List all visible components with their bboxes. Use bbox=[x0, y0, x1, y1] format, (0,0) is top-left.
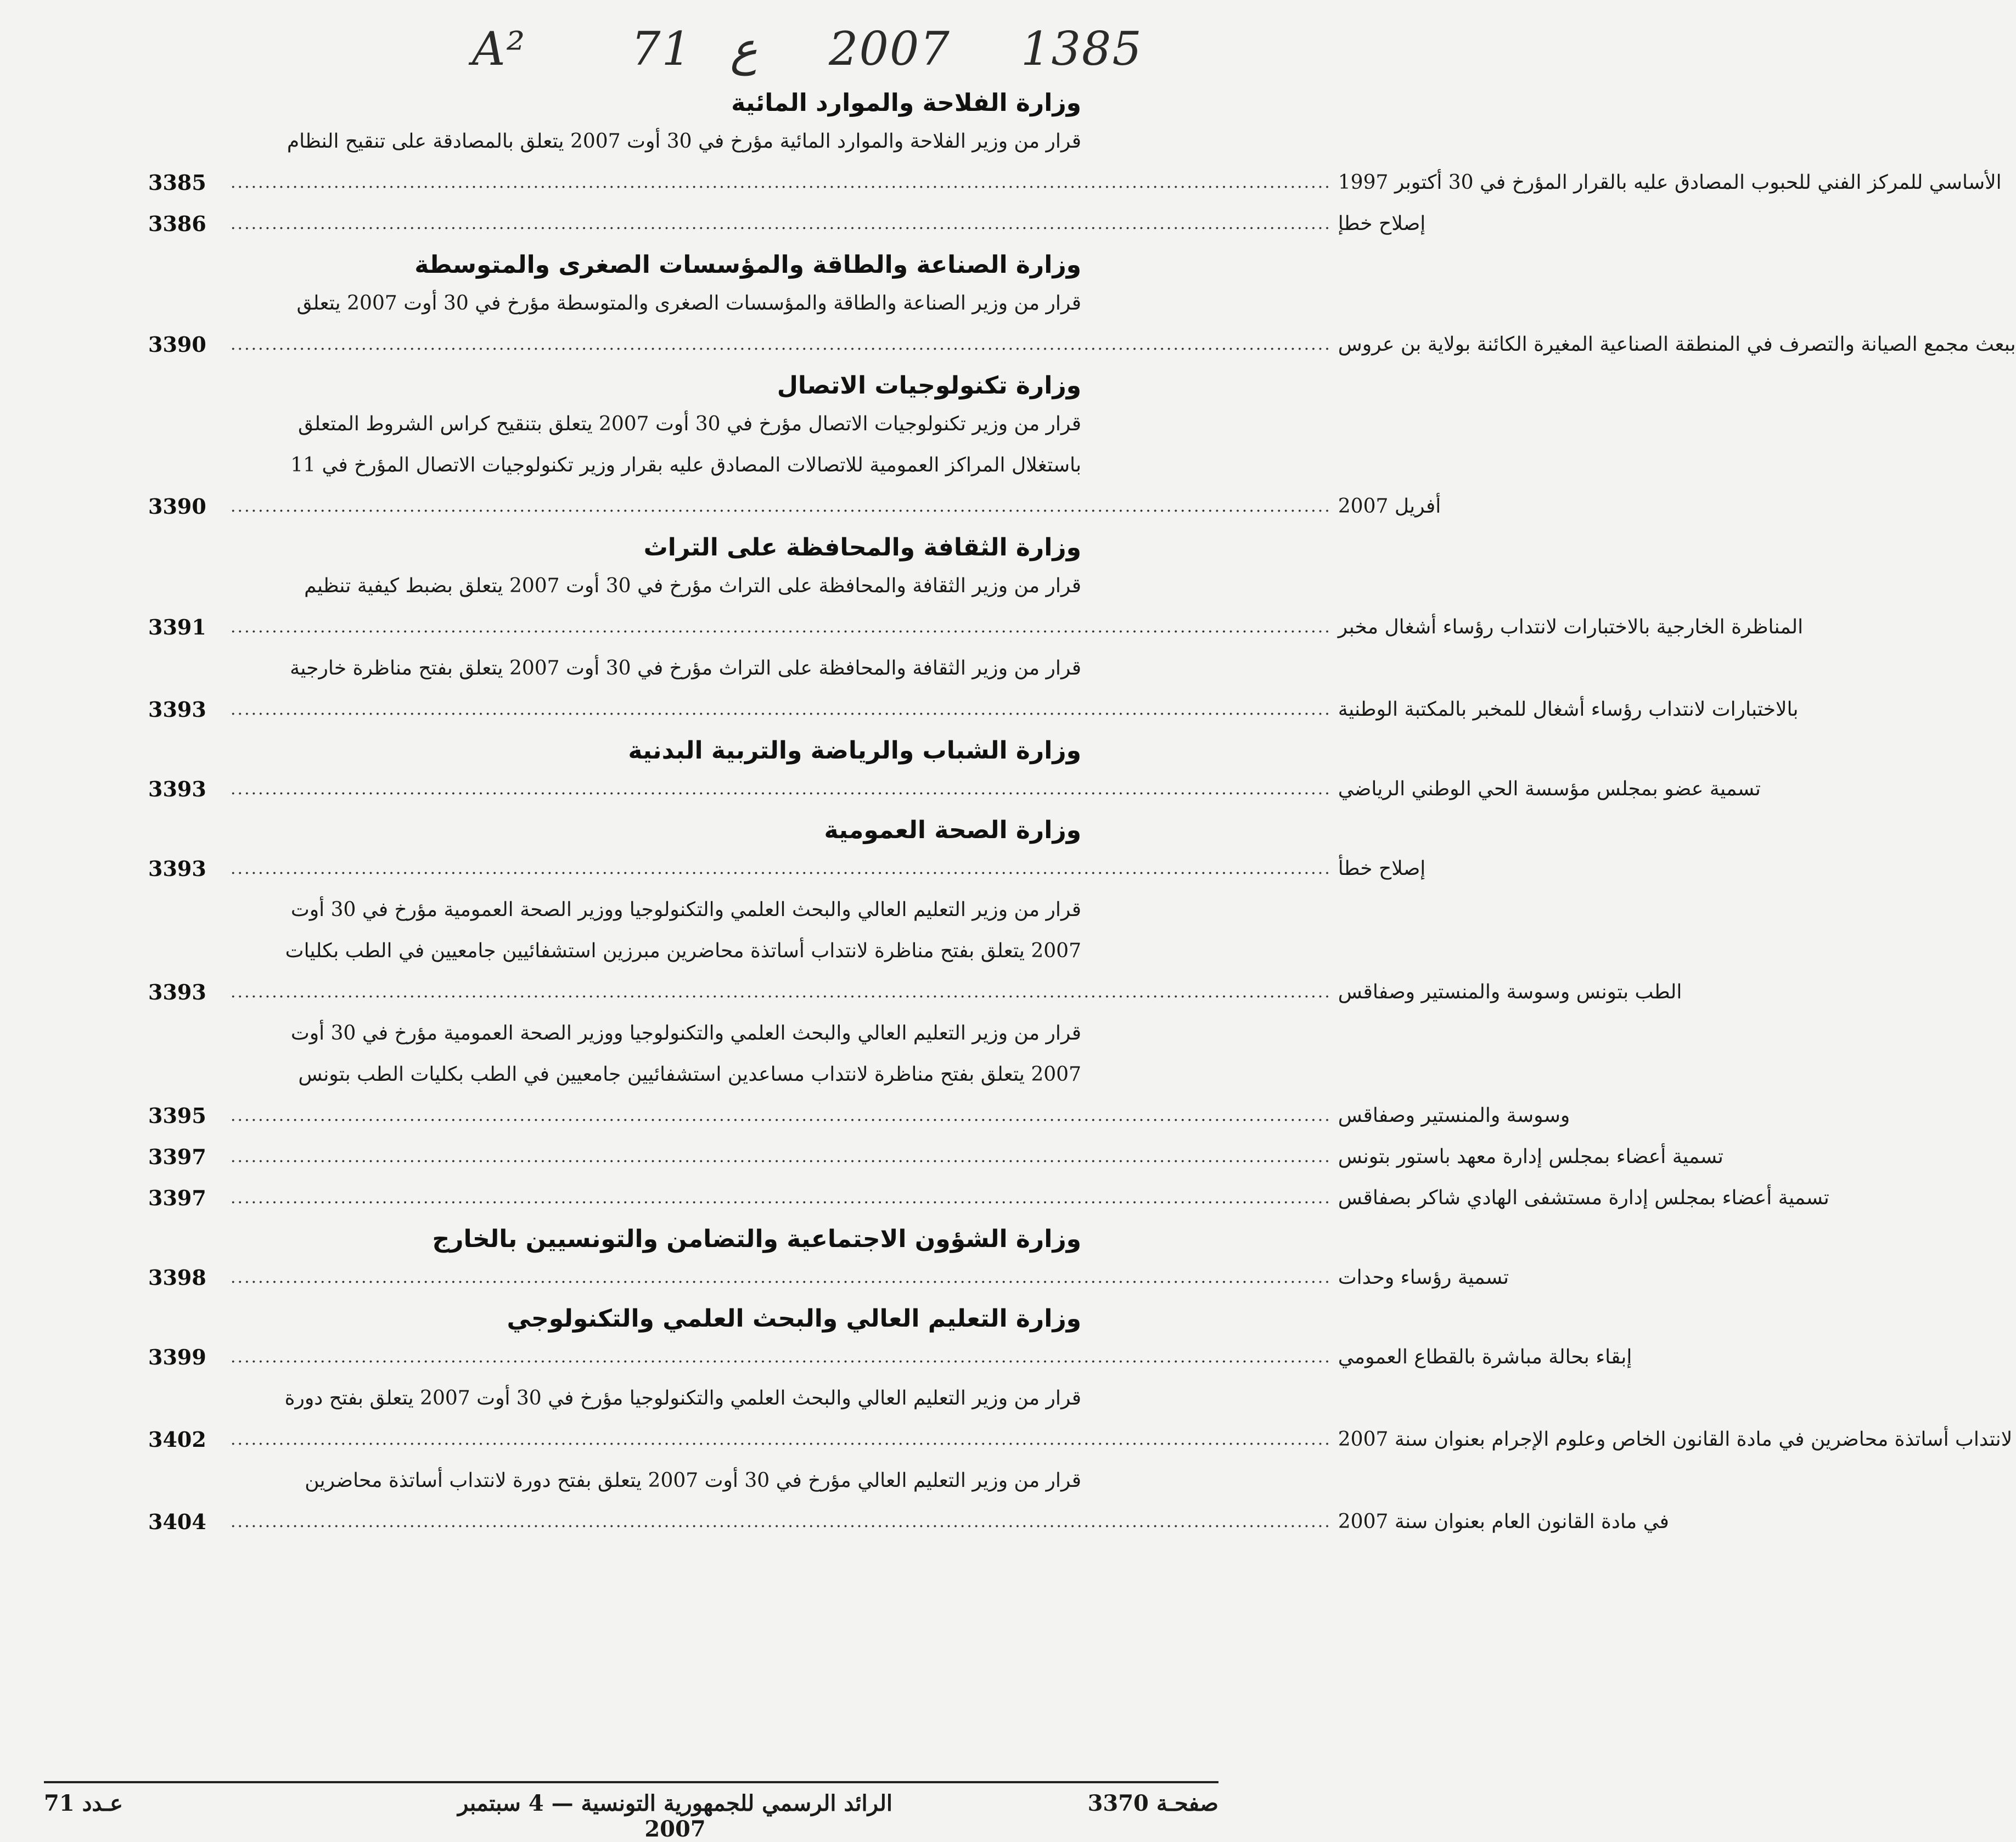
section-title: وزارة الفلاحة والموارد المائية bbox=[731, 89, 1081, 117]
section-title: وزارة الثقافة والمحافظة على التراث bbox=[643, 533, 1081, 561]
entry-text bbox=[148, 1136, 1723, 1177]
entry-text: قرار من وزير التعليم العالي والبحث العلمي والتكنولوجيا مؤرخ في 30 أوت 2007 يتعلق بفتح دورة bbox=[284, 1387, 1081, 1409]
entry-text: قرار من وزير الثقافة والمحافظة على التراث مؤرخ في 30 أوت 2007 يتعلق بضبط كيفية تنظيم bbox=[304, 575, 1081, 597]
entry-page-number: 3398 bbox=[148, 1265, 206, 1290]
entry-line bbox=[148, 1460, 1081, 1501]
entry-line bbox=[148, 203, 1426, 244]
entry-text-segment: في مادة القانون العام بعنوان سنة 2007 bbox=[1338, 1510, 1669, 1533]
toc-entry[interactable] bbox=[148, 1336, 1632, 1378]
entry-page-number: 3399 bbox=[148, 1345, 206, 1369]
toc-entry[interactable] bbox=[148, 565, 1804, 648]
handwritten-number: 1385 bbox=[1021, 22, 1143, 76]
entry-text-segment: المناظرة الخارجية بالاختبارات لانتداب رؤساء أشغال مخبر bbox=[1338, 616, 1804, 638]
entry-line bbox=[148, 930, 1081, 971]
toc-entry[interactable] bbox=[148, 283, 2016, 365]
section-title: وزارة الصحة العمومية bbox=[824, 816, 1081, 844]
entry-line bbox=[148, 324, 2016, 365]
entry-text: قرار من وزير التعليم العالي مؤرخ في 30 أوت 2007 يتعلق بفتح دورة لانتداب أساتذة محاضرين bbox=[305, 1469, 1081, 1492]
entry-text: قرار من وزير الثقافة والمحافظة على التراث مؤرخ في 30 أوت 2007 يتعلق بفتح مناظرة خارجية bbox=[290, 657, 1081, 679]
handwritten-code: A² bbox=[472, 22, 526, 76]
entry-page-number: 3393 bbox=[148, 856, 206, 881]
entry-page-number: 3391 bbox=[148, 615, 206, 639]
section-title: وزارة الشؤون الاجتماعية والتضامن والتونسيين بالخارج bbox=[432, 1225, 1081, 1253]
entry-line bbox=[148, 606, 1804, 648]
entry-text-segment: إصلاح خطأ bbox=[1338, 857, 1426, 880]
entry-text-segment: إصلاح خطإ bbox=[1338, 212, 1426, 235]
toc-section bbox=[148, 368, 1441, 527]
leader-dots: ................................................................................................................................................................ bbox=[231, 1268, 1332, 1287]
entry-line bbox=[148, 283, 1081, 324]
entry-page-number: 3385 bbox=[148, 170, 206, 195]
entry-text-segment: ببعث مجمع الصيانة والتصرف في المنطقة الصناعية المغيرة الكائنة بولاية بن عروس bbox=[1338, 333, 2016, 356]
entry-page-number: 3402 bbox=[148, 1427, 206, 1452]
page-footer bbox=[44, 1790, 1218, 1842]
section-title: وزارة تكنولوجيات الاتصال bbox=[777, 372, 1081, 400]
entry-line bbox=[148, 565, 1081, 606]
toc-entry[interactable] bbox=[148, 1136, 1723, 1177]
entry-line bbox=[148, 1013, 1081, 1054]
section-title: وزارة الصناعة والطاقة والمؤسسات الصغرى والمتوسطة bbox=[414, 251, 1081, 279]
entry-text-segment: لانتداب أساتذة محاضرين في مادة القانون الخاص وعلوم الإجرام بعنوان سنة 2007 bbox=[1338, 1428, 2013, 1451]
leader-dots: ................................................................................................................................................................ bbox=[231, 1512, 1332, 1531]
leader-dots: ................................................................................................................................................................ bbox=[231, 982, 1332, 1002]
table-of-contents bbox=[148, 82, 2016, 1542]
entry-page-number: 3386 bbox=[148, 211, 206, 236]
leader-dots: ................................................................................................................................................................ bbox=[231, 173, 1332, 192]
toc-entry[interactable] bbox=[148, 648, 1799, 730]
entry-line bbox=[148, 971, 1682, 1013]
section-title: وزارة التعليم العالي والبحث العلمي والتكنولوجي bbox=[507, 1305, 1081, 1333]
entry-line bbox=[148, 1095, 1570, 1136]
entry-line bbox=[148, 689, 1799, 730]
entry-text bbox=[148, 486, 1441, 527]
entry-page-number: 3397 bbox=[148, 1186, 206, 1210]
toc-entry[interactable] bbox=[148, 1460, 1669, 1542]
toc-entry[interactable] bbox=[148, 848, 1426, 889]
entry-text bbox=[148, 162, 2002, 203]
entry-text-segment: بالاختبارات لانتداب رؤساء أشغال للمخبر بالمكتبة الوطنية bbox=[1338, 698, 1799, 721]
leader-dots: ................................................................................................................................................................ bbox=[231, 1347, 1332, 1367]
toc-entry[interactable] bbox=[148, 403, 1441, 527]
toc-section bbox=[148, 248, 2016, 365]
entry-text bbox=[148, 1336, 1632, 1378]
entry-text bbox=[148, 848, 1425, 889]
entry-line bbox=[148, 1054, 1081, 1095]
toc-section bbox=[148, 86, 2002, 244]
leader-dots: ................................................................................................................................................................ bbox=[231, 214, 1332, 233]
toc-section bbox=[148, 1222, 1509, 1298]
toc-entry[interactable] bbox=[148, 1013, 1570, 1136]
leader-dots: ................................................................................................................................................................ bbox=[231, 1106, 1332, 1125]
entry-line bbox=[148, 648, 1081, 689]
leader-dots: ................................................................................................................................................................ bbox=[231, 779, 1332, 799]
entry-text-segment: الأساسي للمركز الفني للحبوب المصادق عليه بالقرار المؤرخ في 30 أكتوبر 1997 bbox=[1338, 171, 2002, 194]
handwritten-year: 2007 bbox=[829, 22, 951, 76]
footer-gazette-title: الرائد الرسمي للجمهورية التونسية — 4 سبتمبر 2007 bbox=[457, 1790, 893, 1842]
entry-line bbox=[148, 162, 2002, 203]
leader-dots: ................................................................................................................................................................ bbox=[231, 1430, 1332, 1449]
leader-dots: ................................................................................................................................................................ bbox=[231, 859, 1332, 878]
entry-line bbox=[148, 1419, 2013, 1460]
leader-dots: ................................................................................................................................................................ bbox=[231, 1147, 1332, 1166]
footer-divider bbox=[44, 1781, 1218, 1783]
entry-line bbox=[148, 1177, 1829, 1218]
leader-dots: ................................................................................................................................................................ bbox=[231, 1188, 1332, 1208]
entry-text bbox=[148, 1257, 1509, 1298]
entry-page-number: 3393 bbox=[148, 697, 206, 722]
entry-line bbox=[148, 121, 1081, 162]
entry-text-segment: وسوسة والمنستير وصفاقس bbox=[1338, 1104, 1570, 1127]
entry-text: باستغلال المراكز العمومية للاتصالات المصادق عليه بقرار وزير تكنولوجيات الاتصال المؤرخ في 11 bbox=[290, 454, 1081, 476]
entry-text bbox=[148, 606, 1803, 648]
entry-text: قرار من وزير التعليم العالي والبحث العلمي والتكنولوجيا ووزير الصحة العمومية مؤرخ في 30 أوت bbox=[290, 1022, 1081, 1044]
toc-entry[interactable] bbox=[148, 1378, 2013, 1460]
entry-line bbox=[148, 1336, 1632, 1378]
toc-section bbox=[148, 1301, 2013, 1542]
entry-text bbox=[148, 689, 1798, 730]
entry-text-segment: تسمية أعضاء بمجلس إدارة مستشفى الهادي شاكر بصفاقس bbox=[1338, 1187, 1829, 1209]
entry-line bbox=[148, 1136, 1723, 1177]
toc-entry[interactable] bbox=[148, 121, 2002, 203]
toc-entry[interactable] bbox=[148, 203, 1426, 244]
entry-text-segment: تسمية عضو بمجلس مؤسسة الحي الوطني الرياضي bbox=[1338, 778, 1761, 800]
entry-text-segment: إبقاء بحالة مباشرة بالقطاع العمومي bbox=[1338, 1346, 1632, 1368]
leader-dots: ................................................................................................................................................................ bbox=[231, 335, 1332, 354]
toc-section bbox=[148, 813, 1829, 1218]
entry-text: 2007 يتعلق بفتح مناظرة لانتداب مساعدين استشفائيين جامعيين في الطب بكليات الطب بتونس bbox=[298, 1063, 1081, 1086]
handwritten-letter: ع bbox=[730, 22, 758, 76]
toc-section bbox=[148, 530, 1804, 730]
toc-entry[interactable] bbox=[148, 1177, 1829, 1218]
entry-line bbox=[148, 486, 1441, 527]
entry-text: قرار من وزير الفلاحة والموارد المائية مؤرخ في 30 أوت 2007 يتعلق بالمصادقة على تنقيح النظام bbox=[287, 130, 1081, 153]
leader-dots: ................................................................................................................................................................ bbox=[231, 617, 1332, 637]
entry-line bbox=[148, 1378, 1081, 1419]
leader-dots: ................................................................................................................................................................ bbox=[231, 700, 1332, 719]
entry-text bbox=[148, 1095, 1570, 1136]
entry-text bbox=[148, 1501, 1669, 1542]
toc-entry[interactable] bbox=[148, 768, 1761, 810]
entry-line bbox=[148, 403, 1081, 445]
footer-page-number: صفحـة 3370 bbox=[1087, 1790, 1218, 1816]
toc-entry[interactable] bbox=[148, 1257, 1509, 1298]
entry-text bbox=[148, 203, 1425, 244]
entry-text-segment: تسمية أعضاء بمجلس إدارة معهد باستور بتونس bbox=[1338, 1145, 1723, 1168]
entry-text-segment: أفريل 2007 bbox=[1338, 495, 1441, 518]
entry-text bbox=[148, 1177, 1829, 1218]
entry-text bbox=[148, 324, 2016, 365]
entry-text bbox=[148, 768, 1761, 810]
entry-page-number: 3393 bbox=[148, 777, 206, 801]
entry-page-number: 3393 bbox=[148, 980, 206, 1004]
entry-line bbox=[148, 1257, 1509, 1298]
entry-line bbox=[148, 768, 1761, 810]
entry-page-number: 3390 bbox=[148, 494, 206, 519]
entry-text-segment: الطب بتونس وسوسة والمنستير وصفاقس bbox=[1338, 981, 1682, 1003]
toc-entry[interactable] bbox=[148, 889, 1682, 1013]
entry-page-number: 3404 bbox=[148, 1509, 206, 1534]
toc-section bbox=[148, 733, 1761, 810]
entry-text bbox=[148, 971, 1682, 1013]
entry-line bbox=[148, 445, 1081, 486]
leader-dots: ................................................................................................................................................................ bbox=[231, 497, 1332, 516]
entry-text: قرار من وزير التعليم العالي والبحث العلمي والتكنولوجيا ووزير الصحة العمومية مؤرخ في 30 أوت bbox=[290, 898, 1081, 921]
section-title: وزارة الشباب والرياضة والتربية البدنية bbox=[628, 737, 1081, 765]
entry-text-segment: تسمية رؤساء وحدات bbox=[1338, 1266, 1509, 1289]
entry-line bbox=[148, 1501, 1669, 1542]
entry-page-number: 3390 bbox=[148, 332, 206, 357]
entry-text bbox=[148, 1419, 2012, 1460]
entry-text: قرار من وزير الصناعة والطاقة والمؤسسات الصغرى والمتوسطة مؤرخ في 30 أوت 2007 يتعلق bbox=[296, 292, 1081, 315]
entry-text: قرار من وزير تكنولوجيات الاتصال مؤرخ في 30 أوت 2007 يتعلق بتنقيح كراس الشروط المتعلق bbox=[297, 413, 1081, 435]
entry-page-number: 3395 bbox=[148, 1103, 206, 1128]
handwritten-issue: 71 bbox=[631, 22, 692, 76]
entry-line bbox=[148, 889, 1081, 930]
entry-text: 2007 يتعلق بفتح مناظرة لانتداب أساتذة محاضرين مبرزين استشفائيين جامعيين في الطب بكليات bbox=[285, 940, 1081, 962]
entry-line bbox=[148, 848, 1426, 889]
footer-issue-number: عـدد 71 bbox=[44, 1790, 123, 1816]
entry-page-number: 3397 bbox=[148, 1144, 206, 1169]
